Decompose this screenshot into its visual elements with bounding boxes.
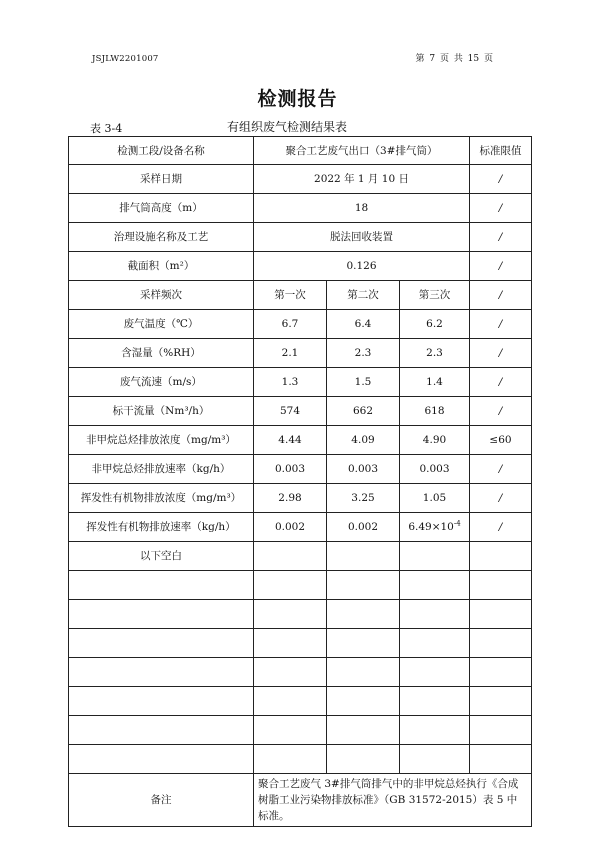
cell-value: 2.3: [327, 339, 400, 368]
empty-cell: [400, 687, 470, 716]
page-number: 第 7 页 共 15 页: [415, 54, 493, 64]
cell-value: 2.98: [254, 484, 327, 513]
empty-cell: [69, 687, 254, 716]
col-header-second: 第二次: [327, 281, 400, 310]
table-row: [69, 513, 532, 542]
cell-value: 1.05: [400, 484, 470, 513]
empty-cell: [400, 542, 470, 571]
row-value: 脱法回收装置: [254, 223, 470, 252]
empty-cell: [327, 629, 400, 658]
cell-value: 1.4: [400, 368, 470, 397]
row-label: 废气温度（℃）: [69, 310, 254, 339]
row-label: 检测工段/设备名称: [69, 137, 254, 165]
standard-limit-header: 标准限值: [470, 137, 532, 165]
table-row: [69, 223, 532, 252]
table-row: [69, 455, 532, 484]
table-row: [69, 137, 532, 165]
cell-value: 4.90: [400, 426, 470, 455]
empty-row: [69, 745, 532, 774]
empty-cell: [327, 571, 400, 600]
row-label: 治理设施名称及工艺: [69, 223, 254, 252]
cell-value: 0.003: [254, 455, 327, 484]
remark-label: 备注: [69, 774, 254, 827]
row-limit: /: [470, 484, 532, 513]
empty-cell: [254, 687, 327, 716]
empty-row: [69, 600, 532, 629]
empty-cell: [327, 716, 400, 745]
empty-cell: [470, 571, 532, 600]
row-limit: /: [470, 397, 532, 426]
sampling-frequency-row: [69, 281, 532, 310]
empty-cell: [254, 629, 327, 658]
row-limit: /: [470, 513, 532, 542]
empty-cell: [470, 542, 532, 571]
table-row: [69, 339, 532, 368]
cell-value: 0.003: [400, 455, 470, 484]
row-label: 非甲烷总烃排放浓度（mg/m³）: [69, 426, 254, 455]
row-limit: /: [470, 310, 532, 339]
table-row: [69, 397, 532, 426]
cell-value: 0.002: [254, 513, 327, 542]
row-value: 2022 年 1 月 10 日: [254, 165, 470, 194]
row-label: 非甲烷总烃排放速率（kg/h）: [69, 455, 254, 484]
empty-cell: [470, 629, 532, 658]
empty-cell: [254, 542, 327, 571]
table-row: [69, 368, 532, 397]
empty-cell: [254, 658, 327, 687]
cell-value: 6.4: [327, 310, 400, 339]
cell-value: 0.003: [327, 455, 400, 484]
blank-below-label: 以下空白: [69, 542, 254, 571]
cell-value: 574: [254, 397, 327, 426]
row-value: 聚合工艺废气出口（3#排气筒）: [254, 137, 470, 165]
empty-cell: [400, 571, 470, 600]
row-value: 18: [254, 194, 470, 223]
row-value: 0.126: [254, 252, 470, 281]
empty-cell: [69, 658, 254, 687]
empty-cell: [470, 600, 532, 629]
table-row: [69, 194, 532, 223]
row-limit: /: [470, 223, 532, 252]
cell-value: 662: [327, 397, 400, 426]
row-limit: /: [470, 252, 532, 281]
row-label: 采样频次: [69, 281, 254, 310]
emission-results-table: [68, 136, 532, 827]
cell-value: 4.44: [254, 426, 327, 455]
cell-value: 618: [400, 397, 470, 426]
row-label: 采样日期: [69, 165, 254, 194]
empty-row: [69, 658, 532, 687]
empty-cell: [470, 745, 532, 774]
empty-cell: [400, 658, 470, 687]
empty-cell: [327, 687, 400, 716]
empty-cell: [470, 658, 532, 687]
sci-exponent: -4: [453, 519, 461, 528]
table-row: [69, 426, 532, 455]
cell-value: 1.5: [327, 368, 400, 397]
cell-value: 0.002: [327, 513, 400, 542]
empty-cell: [254, 600, 327, 629]
row-label: 标干流量（Nm³/h）: [69, 397, 254, 426]
row-label: 排气筒高度（m）: [69, 194, 254, 223]
empty-cell: [327, 600, 400, 629]
table-row: [69, 252, 532, 281]
empty-row: [69, 629, 532, 658]
row-label: 含湿量（%RH）: [69, 339, 254, 368]
table-row: [69, 310, 532, 339]
empty-cell: [400, 600, 470, 629]
row-limit: /: [470, 281, 532, 310]
row-limit: /: [470, 455, 532, 484]
row-label: 废气流速（m/s）: [69, 368, 254, 397]
empty-cell: [400, 629, 470, 658]
table-number: 表 3-4: [90, 122, 123, 135]
empty-cell: [470, 687, 532, 716]
empty-cell: [327, 542, 400, 571]
sci-base: 6.49×10: [408, 521, 454, 533]
empty-row: [69, 687, 532, 716]
empty-cell: [470, 716, 532, 745]
empty-cell: [400, 716, 470, 745]
empty-cell: [69, 629, 254, 658]
table-row: [69, 484, 532, 513]
empty-cell: [327, 658, 400, 687]
empty-cell: [254, 571, 327, 600]
row-limit: ≤60: [470, 426, 532, 455]
row-limit: /: [470, 165, 532, 194]
empty-cell: [254, 716, 327, 745]
col-header-third: 第三次: [400, 281, 470, 310]
empty-row: [69, 571, 532, 600]
empty-cell: [69, 716, 254, 745]
empty-cell: [69, 600, 254, 629]
col-header-first: 第一次: [254, 281, 327, 310]
empty-cell: [400, 745, 470, 774]
remark-text: 聚合工艺废气 3#排气筒排气中的非甲烷总烃执行《合成树脂工业污染物排放标准》（GB 31572-2015）表 5 中标准。: [254, 774, 532, 827]
table-title: 有组织废气检测结果表: [227, 120, 348, 134]
empty-row: [69, 716, 532, 745]
cell-value: 2.1: [254, 339, 327, 368]
cell-value: 4.09: [327, 426, 400, 455]
cell-value: 1.3: [254, 368, 327, 397]
empty-cell: [69, 745, 254, 774]
table-row: [69, 165, 532, 194]
row-limit: /: [470, 194, 532, 223]
row-label: 挥发性有机物排放速率（kg/h）: [69, 513, 254, 542]
cell-value: 2.3: [400, 339, 470, 368]
row-label: 截面积（m²）: [69, 252, 254, 281]
cell-value: 6.7: [254, 310, 327, 339]
report-code: JSJLW2201007: [92, 54, 159, 64]
report-title: 检测报告: [257, 88, 338, 110]
empty-cell: [327, 745, 400, 774]
blank-marker-row: [69, 542, 532, 571]
row-limit: /: [470, 339, 532, 368]
remark-row: [69, 774, 532, 827]
empty-cell: [69, 571, 254, 600]
cell-value-scientific: [400, 513, 470, 542]
row-limit: /: [470, 368, 532, 397]
cell-value: 3.25: [327, 484, 400, 513]
row-label: 挥发性有机物排放浓度（mg/m³）: [69, 484, 254, 513]
empty-cell: [254, 745, 327, 774]
cell-value: 6.2: [400, 310, 470, 339]
